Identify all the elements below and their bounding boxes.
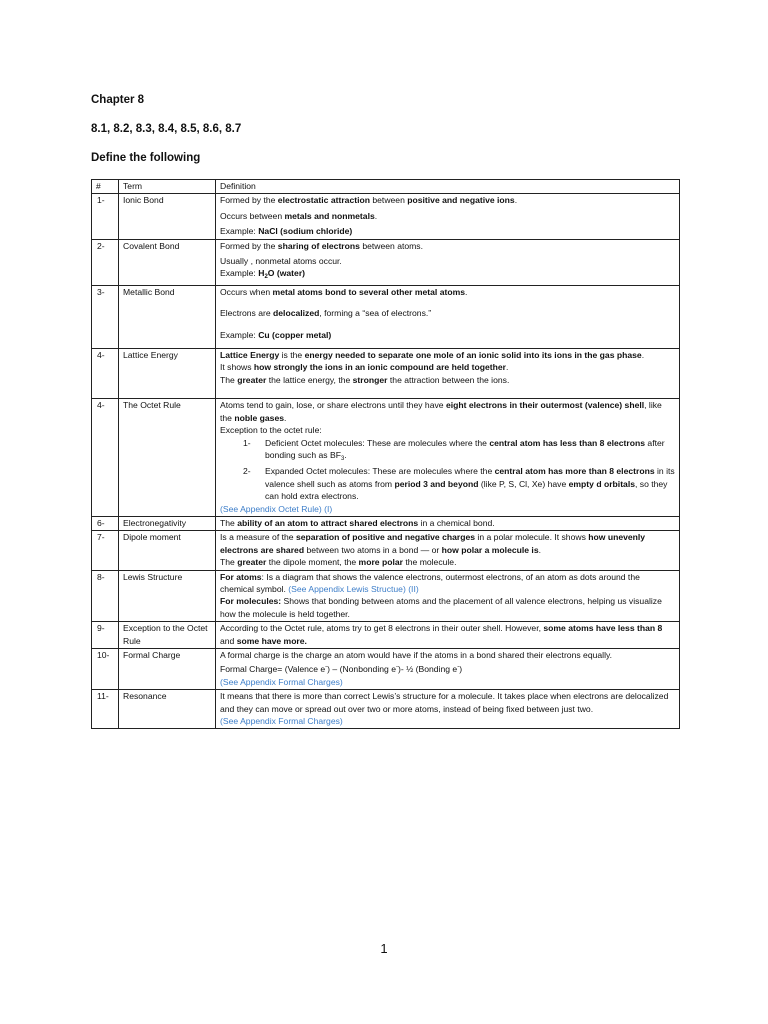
- definition-line: Exception to the octet rule:: [220, 425, 322, 436]
- row-term: Lewis Structure: [119, 570, 216, 622]
- definition-line: A formal charge is the charge an atom would have if the atoms in a bond shared their electrons equally.: [220, 650, 613, 660]
- row-term: Covalent Bond: [119, 239, 216, 285]
- table-row: [92, 649, 680, 690]
- definition-line: Formal Charge= (Valence e-) – (Nonbonding e-)- ½ (Bonding e-): [220, 664, 463, 675]
- row-number: 10-: [92, 649, 119, 690]
- definitions-table: [91, 179, 680, 729]
- row-term: Ionic Bond: [119, 194, 216, 239]
- row-definition: [216, 194, 680, 239]
- row-number: 8-: [92, 570, 119, 622]
- row-definition: [216, 349, 680, 399]
- row-definition: [216, 531, 680, 570]
- definition-line: (See Appendix Formal Charges): [220, 716, 343, 727]
- exception-list: [220, 437, 675, 503]
- definition-line: It means that there is more than correct Lewis’s structure for a molecule. It takes place when electrons are delocalized and they can move or spread out over two or more atoms, instead of being fixed between just two.: [220, 691, 669, 714]
- row-definition: [216, 516, 680, 530]
- row-definition: [216, 239, 680, 285]
- definition-line: Usually , nonmetal atoms occur.: [220, 256, 342, 267]
- list-item: [220, 465, 675, 502]
- table-row: [92, 285, 680, 348]
- row-definition: [216, 690, 680, 729]
- definition-line: (See Appendix Formal Charges): [220, 676, 343, 687]
- header-term: Term: [119, 180, 216, 194]
- table-header-row: [92, 180, 680, 194]
- row-number: 4-: [92, 399, 119, 517]
- row-number: 7-: [92, 531, 119, 570]
- table-row: [92, 622, 680, 649]
- list-marker: 2-: [243, 466, 251, 477]
- definition-line: Electrons are delocalized, forming a “sea of electrons.”: [220, 308, 432, 319]
- table-row: [92, 399, 680, 517]
- table-row: [92, 349, 680, 399]
- definition-line: Lattice Energy is the energy needed to separate one mole of an ionic solid into its ions in the gas phase.: [220, 350, 645, 361]
- row-definition: [216, 570, 680, 622]
- definition-line: Example: Cu (copper metal): [220, 329, 332, 340]
- row-number: 4-: [92, 349, 119, 399]
- definition-line: Occurs when metal atoms bond to several other metal atoms.: [220, 286, 468, 297]
- header-definition: Definition: [216, 180, 680, 194]
- definition-line: (See Appendix Octet Rule) (I): [220, 503, 333, 514]
- row-term: The Octet Rule: [119, 399, 216, 517]
- row-number: 3-: [92, 285, 119, 348]
- definition-line: The ability of an atom to attract shared electrons in a chemical bond.: [220, 517, 495, 528]
- definition-line: For atoms: Is a diagram that shows the valence electrons, outermost electrons, of an atom as dots around the chemical symbol. (See Appendix Lewis Structue) (II): [220, 571, 640, 594]
- row-term: Exception to the Octet Rule: [119, 622, 216, 649]
- section-list: 8.1, 8.2, 8.3, 8.4, 8.5, 8.6, 8.7: [91, 123, 242, 135]
- definition-line: According to the Octet rule, atoms try to get 8 electrons in their outer shell. However, some atoms have less than 8 and some have more.: [220, 623, 663, 646]
- table-row: [92, 194, 680, 239]
- table-row: [92, 570, 680, 622]
- table-row: [92, 516, 680, 530]
- row-definition: [216, 285, 680, 348]
- header-number: #: [92, 180, 119, 194]
- definition-line: It shows how strongly the ions in an ionic compound are held together.: [220, 362, 509, 373]
- definition-line: Is a measure of the separation of positive and negative charges in a polar molecule. It shows how unevenly electrons are shared between two atoms in a bond — or how polar a molecule is.: [220, 532, 646, 555]
- page-number: 1: [380, 941, 388, 956]
- list-item-text: Deficient Octet molecules: These are molecules where the central atom has less than 8 electrons after bonding such as $BF_3$.: [265, 437, 665, 462]
- definition-line: Atoms tend to gain, lose, or share electrons until they have eight electrons in their outermost (valence) shell, like the noble gases.: [220, 400, 662, 423]
- list-item-text: Expanded Octet molecules: These are molecules where the central atom has more than 8 electrons in its valence shell such as atoms from period 3 and beyond (like P, S, Cl, Xe) have empty d orbitals, so they can hold extra electrons.: [265, 466, 675, 502]
- row-term: Lattice Energy: [119, 349, 216, 399]
- definition-line: Formed by the sharing of electrons between atoms.: [220, 240, 423, 251]
- list-marker: 1-: [243, 437, 251, 448]
- row-definition: [216, 649, 680, 690]
- row-number: 6-: [92, 516, 119, 530]
- list-item: [220, 437, 675, 466]
- table-row: [92, 690, 680, 729]
- table-row: [92, 531, 680, 570]
- chapter-title: Chapter 8: [91, 94, 145, 106]
- row-term: Metallic Bond: [119, 285, 216, 348]
- table-row: [92, 239, 680, 285]
- row-term: Resonance: [119, 690, 216, 729]
- definition-line: Formed by the electrostatic attraction between positive and negative ions.: [220, 195, 518, 206]
- definition-line: The greater the dipole moment, the more polar the molecule.: [220, 557, 457, 568]
- row-term: Electronegativity: [119, 516, 216, 530]
- row-term: Formal Charge: [119, 649, 216, 690]
- row-number: 11-: [92, 690, 119, 729]
- row-number: 9-: [92, 622, 119, 649]
- row-number: 1-: [92, 194, 119, 239]
- row-definition: [216, 399, 680, 517]
- definition-line: Example: NaCl (sodium chloride): [220, 226, 353, 237]
- definition-line: The greater the lattice energy, the stronger the attraction between the ions.: [220, 374, 510, 385]
- row-number: 2-: [92, 239, 119, 285]
- instruction-heading: Define the following: [91, 152, 201, 164]
- row-definition: [216, 622, 680, 649]
- definition-line: Occurs between metals and nonmetals.: [220, 210, 378, 221]
- definition-line: Example: $H_2O$ (water): [220, 268, 306, 281]
- definition-line: For molecules: Shows that bonding between atoms and the placement of all valence electrons, helping us visualize how the molecule is held together.: [220, 596, 662, 619]
- row-term: Dipole moment: [119, 531, 216, 570]
